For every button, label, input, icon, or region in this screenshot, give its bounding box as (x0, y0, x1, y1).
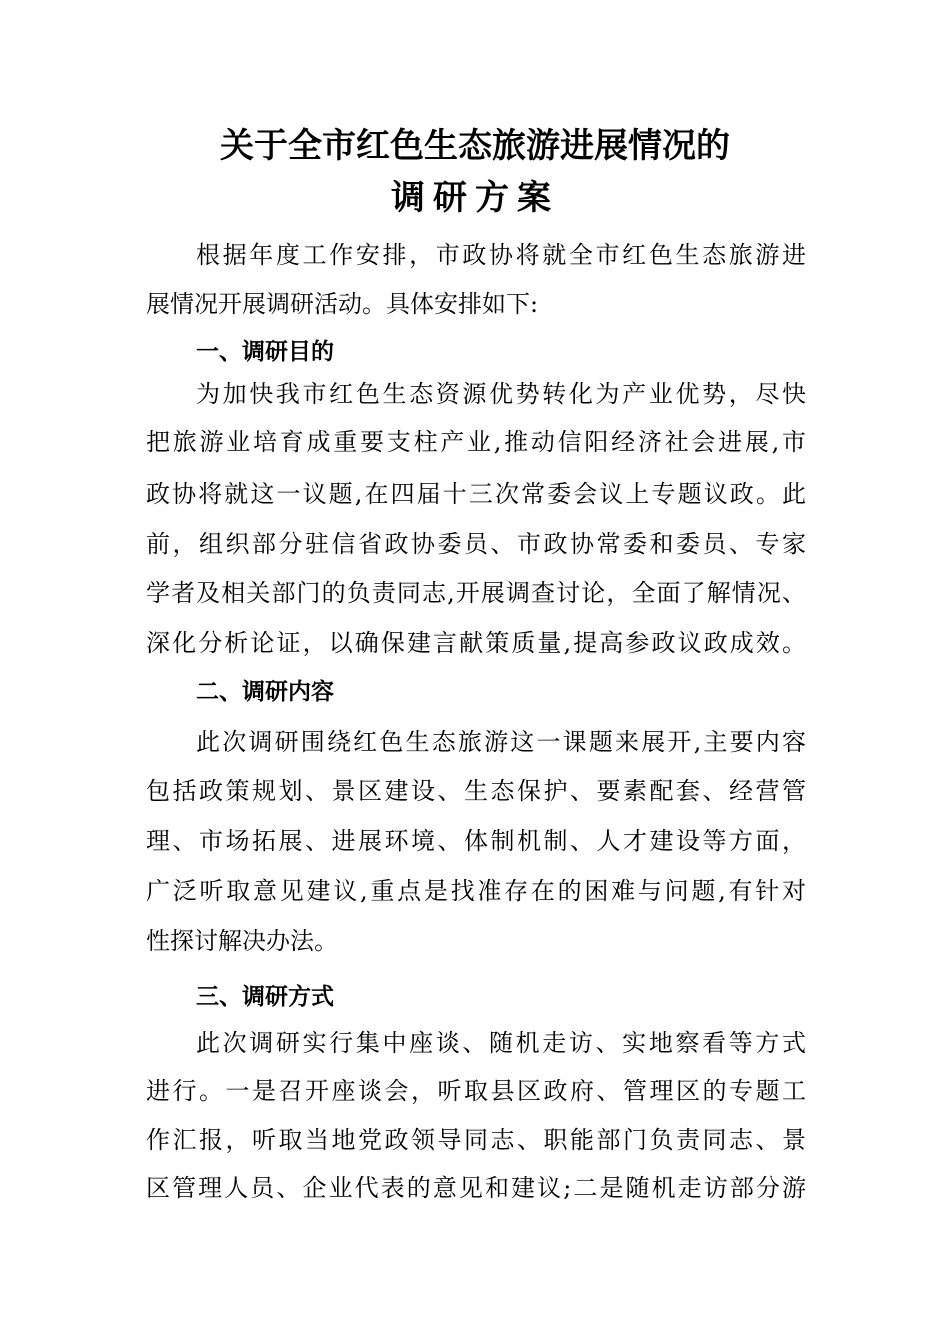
paragraph-line: 作汇报，听取当地党政领导同志、职能部门负责同志、景 (146, 1126, 806, 1154)
paragraph-line: 此次调研围绕红色生态旅游这一课题来展开,主要内容 (196, 728, 806, 756)
paragraph-line: 广泛听取意见建议,重点是找准存在的困难与问题,有针对 (146, 877, 806, 905)
paragraph-line: 为加快我市红色生态资源优势转化为产业优势，尽快 (196, 380, 806, 408)
intro-line: 根据年度工作安排，市政协将就全市红色生态旅游进 (196, 241, 806, 269)
document-title-line-2: 调研方案 (391, 178, 559, 218)
paragraph-line: 区管理人员、企业代表的意见和建议;二是随机走访部分游 (146, 1174, 806, 1202)
section-heading-purpose: 一、调研目的 (196, 339, 334, 365)
paragraph-line: 包括政策规划、景区建设、生态保护、要素配套、经营管 (146, 777, 806, 805)
intro-line: 展情况开展调研活动。具体安排如下: (146, 290, 539, 318)
paragraph-line: 前，组织部分驻信省政协委员、市政协常委和委员、专家 (146, 530, 806, 558)
section-heading-method: 三、调研方式 (196, 984, 334, 1010)
paragraph-line: 此次调研实行集中座谈、随机走访、实地察看等方式 (196, 1029, 806, 1057)
paragraph-line: 性探讨解决办法。 (146, 927, 338, 955)
paragraph-line: 进行。一是召开座谈会，听取县区政府、管理区的专题工 (146, 1077, 806, 1105)
paragraph-line: 政协将就这一议题,在四届十三次常委会议上专题议政。此 (146, 480, 806, 508)
paragraph-line: 学者及相关部门的负责同志,开展调查讨论，全面了解情况、 (146, 579, 806, 607)
document-title-line-1: 关于全市红色生态旅游进展情况的 (220, 126, 730, 166)
paragraph-line: 理、市场拓展、进展环境、体制机制、人才建设等方面， (146, 827, 806, 855)
paragraph-line: 把旅游业培育成重要支柱产业,推动信阳经济社会进展,市 (146, 428, 806, 456)
paragraph-line: 深化分析论证，以确保建言献策质量,提高参政议政成效。 (146, 629, 806, 657)
section-heading-content: 二、调研内容 (196, 679, 334, 705)
